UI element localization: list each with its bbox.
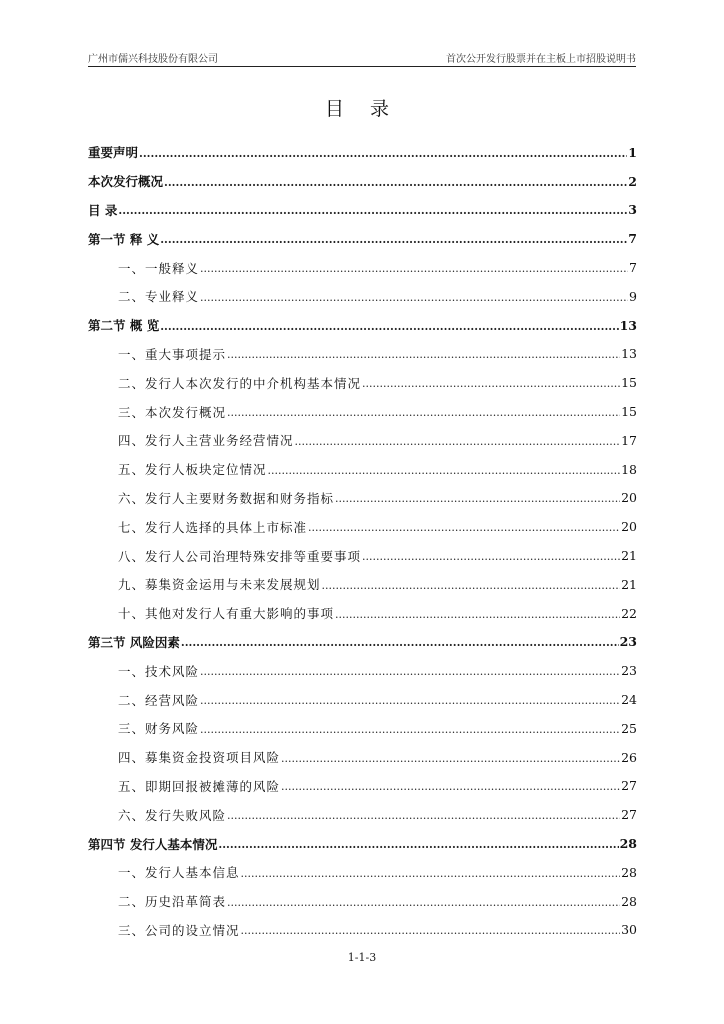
toc-leader-dots xyxy=(281,778,620,793)
toc-entry-page: 23 xyxy=(619,634,637,650)
toc-leader-dots xyxy=(308,519,620,534)
toc-entry-page: 20 xyxy=(621,490,637,506)
toc-entry-page: 25 xyxy=(621,720,637,736)
toc-subsection-entry[interactable] xyxy=(88,253,637,282)
toc-leader-dots xyxy=(200,289,628,304)
toc-leader-dots xyxy=(227,807,620,822)
toc-entry-label: 一、技术风险 xyxy=(118,663,200,679)
toc-leader-dots xyxy=(335,606,620,621)
header-document-title: 首次公开发行股票并在主板上市招股说明书 xyxy=(446,54,636,65)
page-title: 目 录 xyxy=(324,98,400,120)
toc-subsection-entry[interactable] xyxy=(88,426,637,455)
toc-subsection-entry[interactable] xyxy=(88,368,637,397)
toc-entry-page: 15 xyxy=(621,375,637,391)
toc-subsection-entry[interactable] xyxy=(88,858,637,887)
toc-subsection-entry[interactable] xyxy=(88,484,637,513)
toc-leader-dots xyxy=(295,433,621,448)
toc-entry-page: 22 xyxy=(621,605,637,621)
toc-entry-label: 六、发行人主要财务数据和财务指标 xyxy=(118,490,335,506)
toc-section-entry[interactable] xyxy=(88,628,637,657)
toc-leader-dots xyxy=(160,231,627,246)
toc-entry-page: 26 xyxy=(621,749,637,765)
toc-subsection-entry[interactable] xyxy=(88,340,637,369)
toc-entry-page: 21 xyxy=(621,548,637,564)
toc-entry-page: 3 xyxy=(628,202,637,218)
toc-entry-label: 二、专业释义 xyxy=(118,289,200,305)
toc-leader-dots xyxy=(322,577,621,592)
toc-leader-dots xyxy=(281,750,620,765)
toc-entry-label: 目 录 xyxy=(88,202,118,218)
toc-entry-label: 五、发行人板块定位情况 xyxy=(118,462,267,478)
toc-leader-dots xyxy=(241,865,621,880)
toc-entry-label: 三、公司的设立情况 xyxy=(118,922,240,938)
toc-leader-dots xyxy=(200,260,628,275)
page-number: 1-1-3 xyxy=(347,951,377,964)
toc-subsection-entry[interactable] xyxy=(88,656,637,685)
toc-leader-dots xyxy=(200,721,620,736)
toc-entry-label: 九、募集资金运用与未来发展规划 xyxy=(118,577,321,593)
toc-entry-label: 一、重大事项提示 xyxy=(118,346,227,362)
toc-entry-label: 五、即期回报被摊薄的风险 xyxy=(118,778,281,794)
toc-entry-label: 二、经营风险 xyxy=(118,692,200,708)
toc-entry-page: 2 xyxy=(628,173,637,189)
toc-leader-dots xyxy=(200,692,620,707)
toc-entry-label: 二、发行人本次发行的中介机构基本情况 xyxy=(118,375,362,391)
toc-entry-page: 28 xyxy=(621,864,637,880)
toc-subsection-entry[interactable] xyxy=(88,714,637,743)
toc-subsection-entry[interactable] xyxy=(88,282,637,311)
toc-entry-page: 28 xyxy=(619,836,637,852)
toc-entry-page: 20 xyxy=(621,519,637,535)
header-company: 广州市儒兴科技股份有限公司 xyxy=(88,54,218,65)
toc-entry-page: 15 xyxy=(621,404,637,420)
toc-entry-page: 24 xyxy=(621,692,637,708)
toc-entry-page: 27 xyxy=(621,778,637,794)
header-divider xyxy=(88,66,636,67)
toc-section-entry[interactable] xyxy=(88,224,637,253)
toc-entry-label: 四、募集资金投资项目风险 xyxy=(118,750,281,766)
toc-entry-page: 27 xyxy=(621,807,637,823)
toc-entry-page: 17 xyxy=(621,432,637,448)
toc-subsection-entry[interactable] xyxy=(88,743,637,772)
toc-leader-dots xyxy=(227,346,620,361)
toc-entry-page: 7 xyxy=(629,260,637,276)
toc-subsection-entry[interactable] xyxy=(88,685,637,714)
toc-entry-label: 第四节 发行人基本情况 xyxy=(88,836,218,852)
toc-leader-dots xyxy=(227,404,620,419)
toc-entry-label: 二、历史沿革简表 xyxy=(118,894,227,910)
toc-section-entry[interactable] xyxy=(88,829,637,858)
toc-subsection-entry[interactable] xyxy=(88,570,637,599)
toc-subsection-entry[interactable] xyxy=(88,887,637,916)
toc-entry-page: 1 xyxy=(628,144,637,160)
toc-entry-label: 七、发行人选择的具体上市标准 xyxy=(118,519,308,535)
toc-section-entry[interactable] xyxy=(88,311,637,340)
toc-entry-label: 第二节 概 览 xyxy=(88,318,160,334)
toc-entry-label: 一、一般释义 xyxy=(118,260,200,276)
toc-entry-page: 7 xyxy=(628,231,637,247)
toc-entry-label: 三、财务风险 xyxy=(118,721,200,737)
toc-entry-label: 一、发行人基本信息 xyxy=(118,865,240,881)
toc-entry-label: 六、发行失败风险 xyxy=(118,807,227,823)
toc-entry-label: 四、发行人主营业务经营情况 xyxy=(118,433,294,449)
toc-subsection-entry[interactable] xyxy=(88,455,637,484)
toc-leader-dots xyxy=(164,174,627,189)
toc-leader-dots xyxy=(227,894,620,909)
toc-entry-page: 9 xyxy=(629,288,637,304)
toc-entry-page: 30 xyxy=(621,922,637,938)
toc-leader-dots xyxy=(362,548,620,563)
toc-entry-label: 第一节 释 义 xyxy=(88,231,160,247)
toc-leader-dots xyxy=(200,663,620,678)
toc-section-entry[interactable] xyxy=(88,196,637,225)
toc-leader-dots xyxy=(218,836,618,851)
toc-subsection-entry[interactable] xyxy=(88,772,637,801)
toc-leader-dots xyxy=(118,202,627,217)
toc-leader-dots xyxy=(181,634,619,649)
toc-entry-page: 13 xyxy=(621,346,637,362)
toc-subsection-entry[interactable] xyxy=(88,397,637,426)
toc-leader-dots xyxy=(362,375,620,390)
toc-subsection-entry[interactable] xyxy=(88,800,637,829)
toc-leader-dots xyxy=(241,922,621,937)
toc-entry-page: 28 xyxy=(621,893,637,909)
toc-entry-page: 21 xyxy=(621,576,637,592)
toc-subsection-entry[interactable] xyxy=(88,541,637,570)
page-header xyxy=(88,50,636,66)
toc-entry-label: 八、发行人公司治理特殊安排等重要事项 xyxy=(118,548,362,564)
toc-leader-dots xyxy=(268,462,621,477)
toc-section-entry[interactable] xyxy=(88,167,637,196)
toc-section-entry[interactable] xyxy=(88,138,637,167)
toc-subsection-entry[interactable] xyxy=(88,512,637,541)
toc-entry-label: 重要声明 xyxy=(88,145,139,161)
toc-leader-dots xyxy=(139,145,627,160)
toc-subsection-entry[interactable] xyxy=(88,916,637,945)
toc-leader-dots xyxy=(160,318,618,333)
toc-subsection-entry[interactable] xyxy=(88,599,637,628)
toc-entry-label: 三、本次发行概况 xyxy=(118,404,227,420)
toc-leader-dots xyxy=(335,490,620,505)
toc-entry-page: 23 xyxy=(621,663,637,679)
toc-entry-label: 第三节 风险因素 xyxy=(88,634,180,650)
toc-entry-label: 十、其他对发行人有重大影响的事项 xyxy=(118,606,335,622)
toc-entry-page: 18 xyxy=(621,461,637,477)
toc-entry-label: 本次发行概况 xyxy=(88,174,164,190)
table-of-contents xyxy=(88,138,637,944)
toc-entry-page: 13 xyxy=(619,317,637,333)
